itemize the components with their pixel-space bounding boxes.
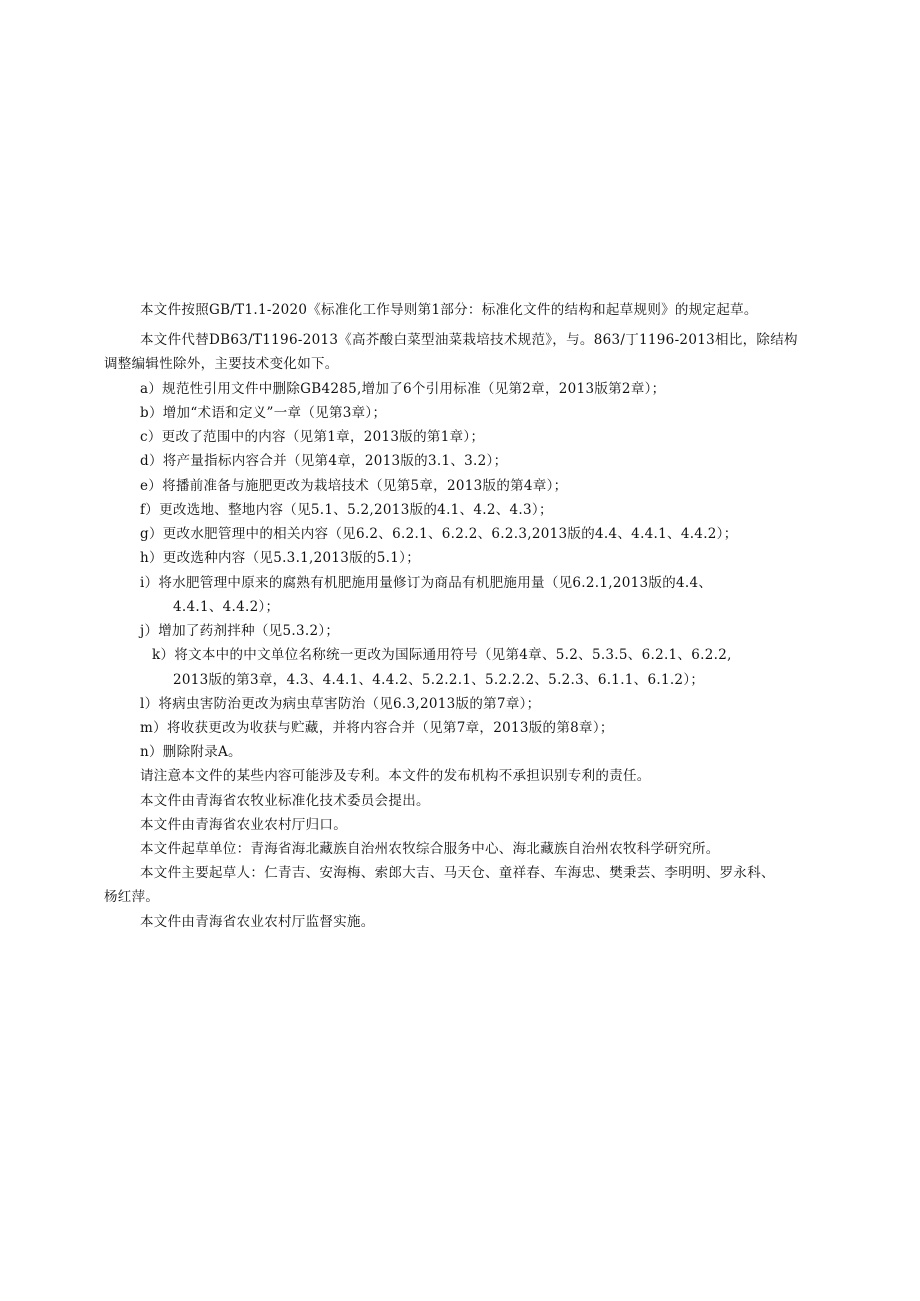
change-item-a: a）规范性引用文件中删除GB4285,增加了6个引用标准（见第2章，2013版第2章）； — [140, 381, 666, 397]
change-item-n: n）删除附录A。 — [140, 744, 242, 760]
replacement-paragraph-line-1: 本文件代替DB63/T1196-2013《高芥酸白菜型油菜栽培技术规范》，与。863/丁1196-2013相比，除结构 — [140, 332, 798, 348]
change-item-k-line-2: 2013版的第3章，4.3、4.4.1、4.4.2、5.2.2.1、5.2.2.2、5.2.3、6.1.1、6.1.2）； — [173, 672, 705, 688]
replacement-paragraph-line-2: 调整编辑性除外，主要技术变化如下。 — [104, 356, 339, 372]
change-item-e: e）将播前准备与施肥更改为栽培技术（见第5章，2013版的第4章）； — [140, 478, 568, 494]
drafting-units: 本文件起草单位：青海省海北藏族自治州农牧综合服务中心、海北藏族自治州农牧科学研究所。 — [140, 841, 720, 857]
change-item-m: m）将收获更改为收获与贮藏，并将内容合并（见第7章，2013版的第8章）； — [140, 720, 614, 736]
change-item-d: d）将产量指标内容合并（见第4章，2013版的3.1、3.2）； — [140, 453, 508, 469]
change-item-j: j）增加了药剂拌种（见5.3.2）； — [140, 623, 340, 639]
supervised-by: 本文件由青海省农业农村厅监督实施。 — [140, 914, 375, 930]
change-item-c: c）更改了范围中的内容（见第1章，2013版的第1章）； — [140, 429, 485, 445]
managed-by: 本文件由青海省农业农村厅归口。 — [140, 817, 347, 833]
drafters-line-2: 杨红萍。 — [104, 889, 160, 905]
change-item-i-line-2: 4.4.1、4.4.2）； — [173, 599, 280, 615]
drafters-line-1: 本文件主要起草人：仁青吉、安海梅、索郎大吉、马天仓、童祥春、车海忠、樊秉芸、李明明、罗永科、 — [140, 865, 775, 881]
proposed-by: 本文件由青海省农牧业标准化技术委员会提出。 — [140, 793, 430, 809]
change-item-i-line-1: i）将水肥管理中原来的腐熟有机肥施用量修订为商品有机肥施用量（见6.2.1,2013版的4.4、 — [140, 575, 713, 591]
change-item-l: l）将病虫害防治更改为病虫草害防治（见6.3,2013版的第7章）； — [140, 696, 541, 712]
change-item-g: g）更改水肥管理中的相关内容（见6.2、6.2.1、6.2.2、6.2.3,2013版的4.4、4.4.1、4.4.2）； — [140, 526, 738, 542]
patent-note: 请注意本文件的某些内容可能涉及专利。本文件的发布机构不承担识别专利的责任。 — [140, 768, 651, 784]
drafting-rule-paragraph: 本文件按照GB/T1.1-2020《标准化工作导则第1部分：标准化文件的结构和起草规则》的规定起草。 — [140, 302, 758, 318]
change-item-h: h）更改选种内容（见5.3.1,2013版的5.1）； — [140, 550, 421, 566]
change-item-f: f）更改选地、整地内容（见5.1、5.2,2013版的4.1、4.2、4.3）； — [140, 502, 553, 518]
change-item-b: b）增加“术语和定义”一章（见第3章）； — [140, 405, 387, 421]
change-item-k-line-1: k）将文本中的中文单位名称统一更改为国际通用符号（见第4章、5.2、5.3.5、6.2.1、6.2.2, — [152, 647, 732, 663]
